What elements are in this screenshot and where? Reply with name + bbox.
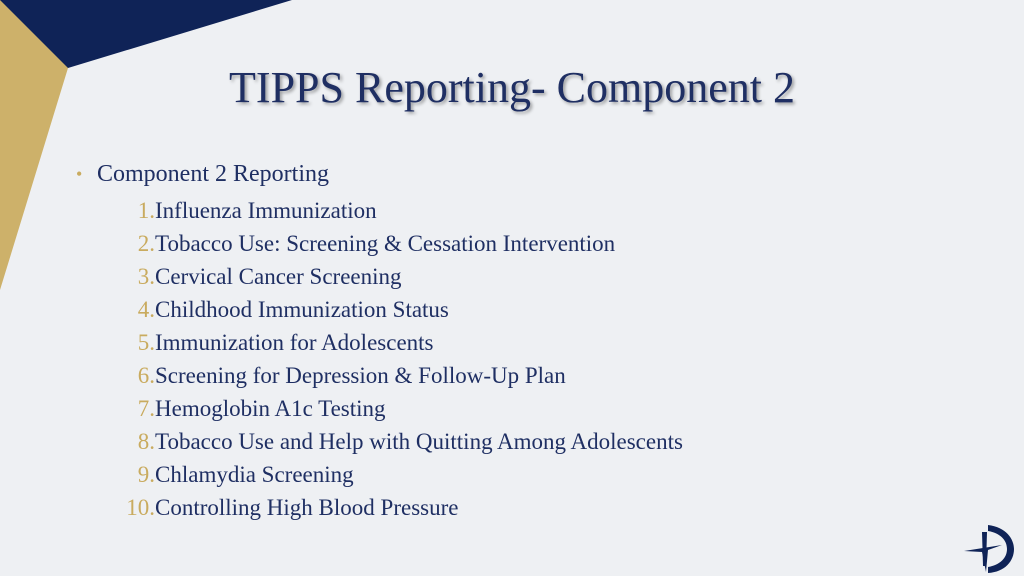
list-item-number: 9. <box>137 461 155 487</box>
list-item <box>112 359 683 392</box>
list-item <box>112 227 683 260</box>
bullet-text: Component 2 Reporting <box>97 160 329 187</box>
list-item-number: 3. <box>137 263 155 289</box>
list-item-text: Screening for Depression & Follow-Up Plan <box>155 362 566 388</box>
list-item-number: 6. <box>137 362 155 388</box>
list-item-text: Controlling High Blood Pressure <box>155 494 459 520</box>
list-item-text: Influenza Immunization <box>155 197 377 223</box>
list-item-text: Tobacco Use and Help with Quitting Among Adolescents <box>155 428 683 454</box>
list-item-text: Tobacco Use: Screening & Cessation Intervention <box>155 230 616 256</box>
list-item <box>112 194 683 227</box>
list-item <box>112 326 683 359</box>
list-item-text: Cervical Cancer Screening <box>155 263 402 289</box>
list-item <box>112 260 683 293</box>
bullet-dot-icon: • <box>76 163 83 184</box>
list-item-text: Childhood Immunization Status <box>155 296 449 322</box>
list-item-number: 8. <box>137 428 155 454</box>
reporting-list <box>112 194 683 524</box>
list-item-number: 7. <box>137 395 155 421</box>
list-item-number: 1. <box>137 197 155 223</box>
list-item-number: 2. <box>137 230 155 256</box>
list-item-number: 4. <box>137 296 155 322</box>
list-item <box>112 491 683 524</box>
list-item <box>112 293 683 326</box>
list-item-text: Immunization for Adolescents <box>155 329 434 355</box>
list-item <box>112 425 683 458</box>
bullet-line <box>76 158 329 190</box>
slide-title: TIPPS Reporting- Component 2 <box>229 63 795 112</box>
list-item-text: Chlamydia Screening <box>155 461 354 487</box>
list-item-text: Hemoglobin A1c Testing <box>155 395 386 421</box>
list-item <box>112 458 683 491</box>
list-item-number: 10. <box>126 494 155 520</box>
list-item-number: 5. <box>137 329 155 355</box>
logo-d-shape <box>988 525 1014 573</box>
agency-logo-icon <box>962 522 1016 576</box>
list-item <box>112 392 683 425</box>
